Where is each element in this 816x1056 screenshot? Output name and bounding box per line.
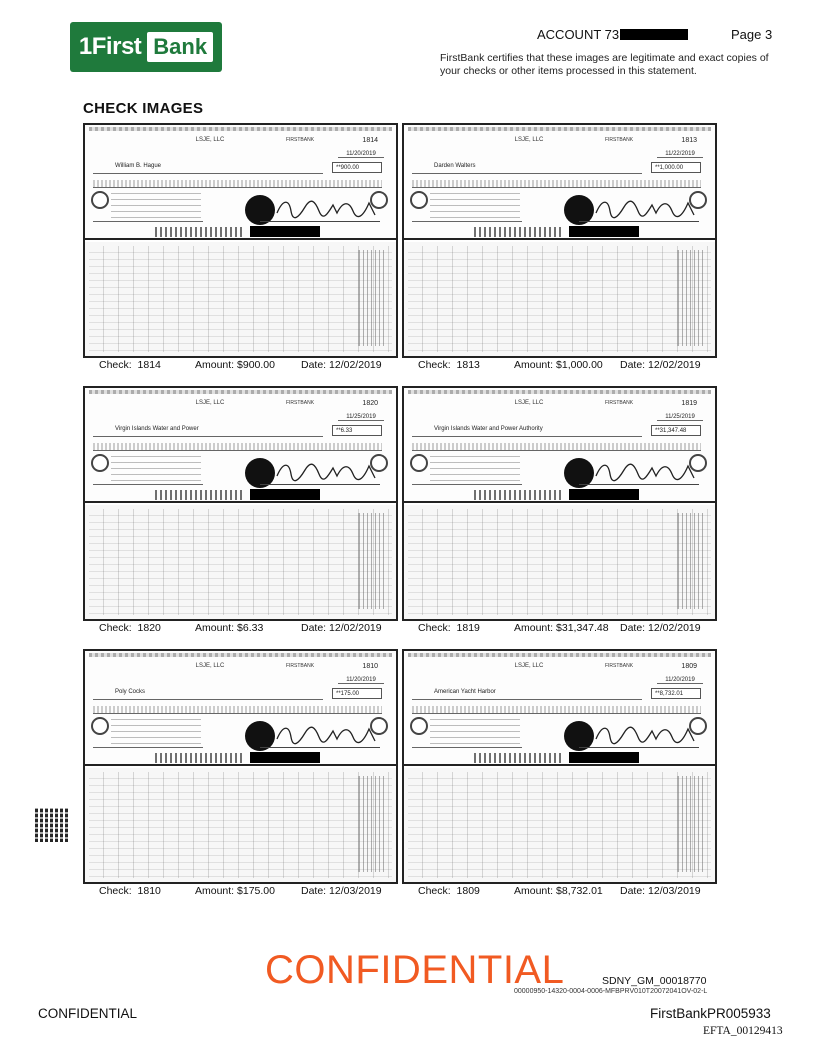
bank-block: FIRSTBANK xyxy=(285,663,315,669)
check-date-caption: Date: 12/03/2019 xyxy=(301,885,382,897)
check-image[interactable] xyxy=(83,649,398,884)
check-amount-box: **900.00 xyxy=(332,162,382,173)
back-text xyxy=(408,246,711,352)
check-date-caption: Date: 12/02/2019 xyxy=(301,622,382,634)
micr-line xyxy=(155,753,245,763)
check-payee: Virgin Islands Water and Power xyxy=(115,426,199,432)
check-number-caption: Check: 1820 xyxy=(99,622,161,634)
security-band xyxy=(89,390,392,394)
check-date-caption: Date: 12/02/2019 xyxy=(620,622,701,634)
endorsement xyxy=(677,250,703,346)
signature-line xyxy=(260,221,380,222)
efta-number: EFTA_00129413 xyxy=(703,1025,783,1037)
check-back xyxy=(85,242,396,356)
signature-icon xyxy=(275,458,380,484)
check-front-number: 1813 xyxy=(681,137,697,144)
account-redaction xyxy=(250,752,320,763)
payer-block: LSJE, LLC xyxy=(514,137,544,143)
amount-words-line xyxy=(412,706,701,714)
logo-text-first: 1First xyxy=(78,33,142,60)
check-number-caption: Check: 1809 xyxy=(418,885,480,897)
payer-block: LSJE, LLC xyxy=(514,663,544,669)
security-band xyxy=(89,653,392,657)
check-front xyxy=(85,125,396,240)
check-amount-caption: Amount: $31,347.48 xyxy=(514,622,609,634)
security-band xyxy=(408,127,711,131)
check-front-date: 11/22/2019 xyxy=(657,151,703,158)
back-text xyxy=(408,772,711,878)
check-back xyxy=(404,768,715,882)
check-front-number: 1809 xyxy=(681,663,697,670)
seal-icon xyxy=(91,191,109,209)
signature-line xyxy=(260,484,380,485)
signature-icon xyxy=(275,195,380,221)
check-image-item[interactable] xyxy=(402,123,717,371)
check-payee: Darden Walters xyxy=(434,163,476,169)
check-caption xyxy=(402,359,717,372)
amount-words-line xyxy=(412,180,701,188)
qr-code xyxy=(35,808,69,842)
sdny-id: SDNY_GM_00018770 xyxy=(602,975,707,987)
endorsement xyxy=(358,776,384,872)
check-front-date: 11/20/2019 xyxy=(338,151,384,158)
check-front-number: 1810 xyxy=(362,663,378,670)
seal-icon xyxy=(410,717,428,735)
account-number xyxy=(537,27,688,42)
account-redaction xyxy=(569,752,639,763)
amount-words-line xyxy=(93,706,382,714)
check-image-item[interactable] xyxy=(83,649,398,897)
security-band xyxy=(408,653,711,657)
check-back xyxy=(85,505,396,619)
amount-words-line xyxy=(93,180,382,188)
check-amount-caption: Amount: $900.00 xyxy=(195,359,275,371)
check-payee: American Yacht Harbor xyxy=(434,689,496,695)
memo-line xyxy=(412,747,522,748)
back-text xyxy=(408,509,711,615)
signature-line xyxy=(579,484,699,485)
back-text xyxy=(89,509,392,615)
check-front-number: 1819 xyxy=(681,400,697,407)
check-date-caption: Date: 12/02/2019 xyxy=(620,359,701,371)
signature-icon xyxy=(594,721,699,747)
bank-block: FIRSTBANK xyxy=(604,663,634,669)
check-number-caption: Check: 1810 xyxy=(99,885,161,897)
check-back xyxy=(404,242,715,356)
check-image[interactable] xyxy=(402,123,717,358)
endorsement xyxy=(677,513,703,609)
memo-line xyxy=(93,747,203,748)
account-label: ACCOUNT 73 xyxy=(537,27,620,42)
check-front-date: 11/25/2019 xyxy=(338,414,384,421)
check-amount-box: **6.33 xyxy=(332,425,382,436)
micr-line xyxy=(474,490,564,500)
amount-words-line xyxy=(93,443,382,451)
check-image-item[interactable] xyxy=(402,649,717,897)
check-number-caption: Check: 1814 xyxy=(99,359,161,371)
bank-block: FIRSTBANK xyxy=(285,137,315,143)
back-text xyxy=(89,246,392,352)
payee-address xyxy=(111,719,201,745)
signature-line xyxy=(260,747,380,748)
check-front xyxy=(404,651,715,766)
micr-line xyxy=(155,490,245,500)
check-number-caption: Check: 1813 xyxy=(418,359,480,371)
payer-block: LSJE, LLC xyxy=(195,137,225,143)
account-redaction xyxy=(569,226,639,237)
check-caption xyxy=(83,885,398,898)
payee-address xyxy=(111,193,201,219)
check-image[interactable] xyxy=(83,386,398,621)
page-number: Page 3 xyxy=(731,27,773,42)
signature-icon xyxy=(594,458,699,484)
footer-confidential: CONFIDENTIAL xyxy=(38,1006,138,1021)
check-caption xyxy=(402,622,717,635)
check-date-caption: Date: 12/03/2019 xyxy=(620,885,701,897)
security-band xyxy=(408,390,711,394)
check-image-item[interactable] xyxy=(402,386,717,634)
check-caption xyxy=(83,359,398,372)
check-payee: Virgin Islands Water and Power Authority xyxy=(434,426,543,432)
check-front xyxy=(404,388,715,503)
signature-icon xyxy=(594,195,699,221)
signature-line xyxy=(579,747,699,748)
security-band xyxy=(89,127,392,131)
payee-address xyxy=(111,456,201,482)
check-image[interactable] xyxy=(402,649,717,884)
seal-icon xyxy=(91,454,109,472)
check-image-item[interactable] xyxy=(83,386,398,634)
signature-icon xyxy=(275,721,380,747)
check-number-caption: Check: 1819 xyxy=(418,622,480,634)
bank-block: FIRSTBANK xyxy=(285,400,315,406)
bank-block: FIRSTBANK xyxy=(604,137,634,143)
certification-text: FirstBank certifies that these images are legitimate and exact copies of your checks or other items processed in this statement. xyxy=(440,52,769,77)
check-image-item[interactable] xyxy=(83,123,398,371)
logo-text-bank: Bank xyxy=(147,32,213,62)
check-front xyxy=(404,125,715,240)
payer-block: LSJE, LLC xyxy=(195,663,225,669)
memo-line xyxy=(93,221,203,222)
bank-block: FIRSTBANK xyxy=(604,400,634,406)
micr-line xyxy=(155,227,245,237)
endorsement xyxy=(677,776,703,872)
firstbank-logo xyxy=(70,22,222,72)
memo-line xyxy=(93,484,203,485)
payee-address xyxy=(430,193,520,219)
micr-line xyxy=(474,227,564,237)
check-amount-caption: Amount: $6.33 xyxy=(195,622,264,634)
check-payee: William B. Hague xyxy=(115,163,162,169)
confidential-stamp: CONFIDENTIAL xyxy=(265,948,565,992)
micr-line xyxy=(474,753,564,763)
endorsement xyxy=(358,513,384,609)
check-amount-caption: Amount: $8,732.01 xyxy=(514,885,603,897)
account-redaction xyxy=(569,489,639,500)
payer-block: LSJE, LLC xyxy=(195,400,225,406)
check-image[interactable] xyxy=(83,123,398,358)
seal-icon xyxy=(410,191,428,209)
check-front-number: 1820 xyxy=(362,400,378,407)
check-back xyxy=(404,505,715,619)
check-amount-box: **175.00 xyxy=(332,688,382,699)
check-caption xyxy=(83,622,398,635)
seal-icon xyxy=(410,454,428,472)
batch-id: 00000950-14320-0004-0006-MFBPRV010T20072041OV-02-L xyxy=(514,988,708,995)
memo-line xyxy=(412,221,522,222)
section-title: CHECK IMAGES xyxy=(83,100,204,117)
payee-address xyxy=(430,456,520,482)
check-front xyxy=(85,651,396,766)
memo-line xyxy=(412,484,522,485)
check-image[interactable] xyxy=(402,386,717,621)
check-amount-caption: Amount: $175.00 xyxy=(195,885,275,897)
payee-address xyxy=(430,719,520,745)
check-amount-caption: Amount: $1,000.00 xyxy=(514,359,603,371)
check-amount-box: **1,000.00 xyxy=(651,162,701,173)
check-front-number: 1814 xyxy=(362,137,378,144)
check-date-caption: Date: 12/02/2019 xyxy=(301,359,382,371)
account-redaction xyxy=(250,226,320,237)
check-front xyxy=(85,388,396,503)
check-front-date: 11/20/2019 xyxy=(657,677,703,684)
account-redaction xyxy=(620,29,688,40)
check-front-date: 11/25/2019 xyxy=(657,414,703,421)
back-text xyxy=(89,772,392,878)
check-payee: Poly Cocks xyxy=(115,689,146,695)
seal-icon xyxy=(91,717,109,735)
payer-block: LSJE, LLC xyxy=(514,400,544,406)
signature-line xyxy=(579,221,699,222)
check-amount-box: **8,732.01 xyxy=(651,688,701,699)
check-back xyxy=(85,768,396,882)
amount-words-line xyxy=(412,443,701,451)
account-redaction xyxy=(250,489,320,500)
endorsement xyxy=(358,250,384,346)
check-caption xyxy=(402,885,717,898)
check-amount-box: **31,347.48 xyxy=(651,425,701,436)
check-front-date: 11/20/2019 xyxy=(338,677,384,684)
bates-number: FirstBankPR005933 xyxy=(650,1006,771,1021)
